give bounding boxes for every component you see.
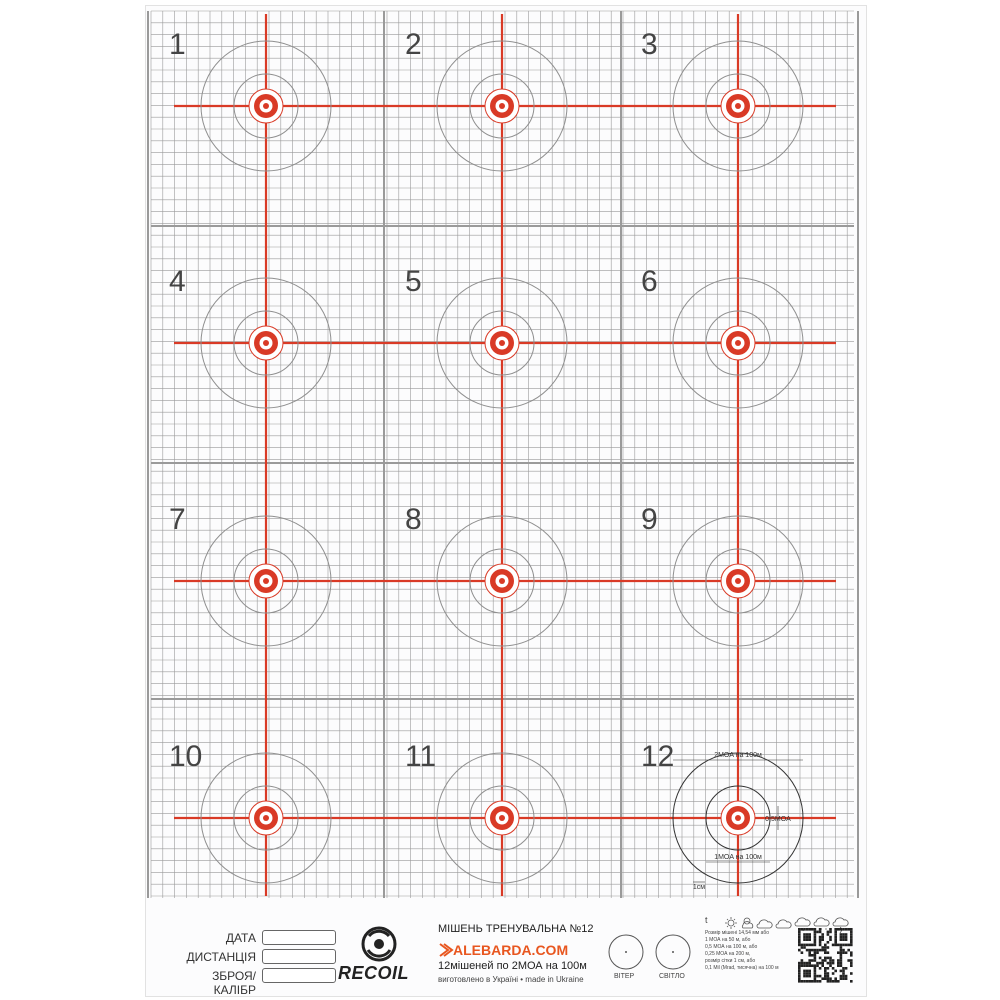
bullseye-center [263, 340, 269, 346]
info-line: 0,1 Mil (Mrad, тисячна) на 100 м [705, 965, 779, 971]
made-in: виготовлено в Україні • made in Ukraine [438, 975, 584, 984]
target-number-8: 8 [405, 503, 422, 536]
field-label-distance: ДИСТАНЦІЯ [186, 950, 256, 964]
target-number-10: 10 [169, 740, 203, 773]
bullseye-center [499, 103, 505, 109]
field-label-weapon: ЗБРОЯ/КАЛІБР [212, 969, 256, 997]
bullseye-center [735, 815, 741, 821]
target-number-5: 5 [405, 265, 422, 298]
info-text [705, 930, 779, 972]
temperature-label: t [705, 915, 708, 925]
info-line: 0,25 МОА на 200 м, [705, 951, 751, 957]
target-number-9: 9 [641, 503, 658, 536]
info-line: 0,5 МОА на 100 м, або [705, 944, 758, 950]
weapon-field[interactable] [262, 968, 336, 983]
target-number-12: 12 [641, 740, 675, 773]
target-grid [146, 6, 866, 996]
light-label: СВІТЛО [659, 973, 685, 980]
recoil-logo-text: RECOIL [338, 963, 410, 983]
legend-cell: 1см [692, 884, 706, 891]
target-sheet [145, 5, 867, 997]
brand-name: ALEBARDA.COM [453, 942, 569, 958]
target-number-6: 6 [641, 265, 658, 298]
target-number-1: 1 [169, 28, 186, 61]
bullseye-center [263, 103, 269, 109]
bullseye-center [735, 103, 741, 109]
bullseye-center [499, 340, 505, 346]
info-line: 1 МОА на 50 м, або [705, 937, 751, 943]
bullseye-center [499, 815, 505, 821]
bullseye-center [735, 578, 741, 584]
target-number-7: 7 [169, 503, 186, 536]
bullseye-center [263, 578, 269, 584]
wind-label: ВІТЕР [614, 973, 635, 980]
bullseye-center [735, 340, 741, 346]
bullseye-center [263, 815, 269, 821]
target-number-4: 4 [169, 265, 186, 298]
target-number-11: 11 [405, 740, 437, 773]
distance-field[interactable] [262, 949, 336, 964]
product-subtitle: 12мішеней по 2МОА на 100м [438, 960, 587, 972]
legend-inner: 0,5MOA [765, 816, 791, 823]
info-line: розмір сітки 1 см, або [705, 958, 756, 964]
target-number-2: 2 [405, 28, 422, 61]
target-number-3: 3 [641, 28, 658, 61]
date-field[interactable] [262, 930, 336, 945]
legend-outer: 2MOA на 100м [714, 752, 762, 759]
product-title: МІШЕНЬ ТРЕНУВАЛЬНА №12 [438, 923, 594, 935]
info-line: Розмір мішені 14,54 мм або [705, 930, 770, 936]
field-label-date: ДАТА [225, 931, 256, 945]
legend-middle: 1MOA на 100м [714, 854, 762, 861]
bullseye-center [499, 578, 505, 584]
